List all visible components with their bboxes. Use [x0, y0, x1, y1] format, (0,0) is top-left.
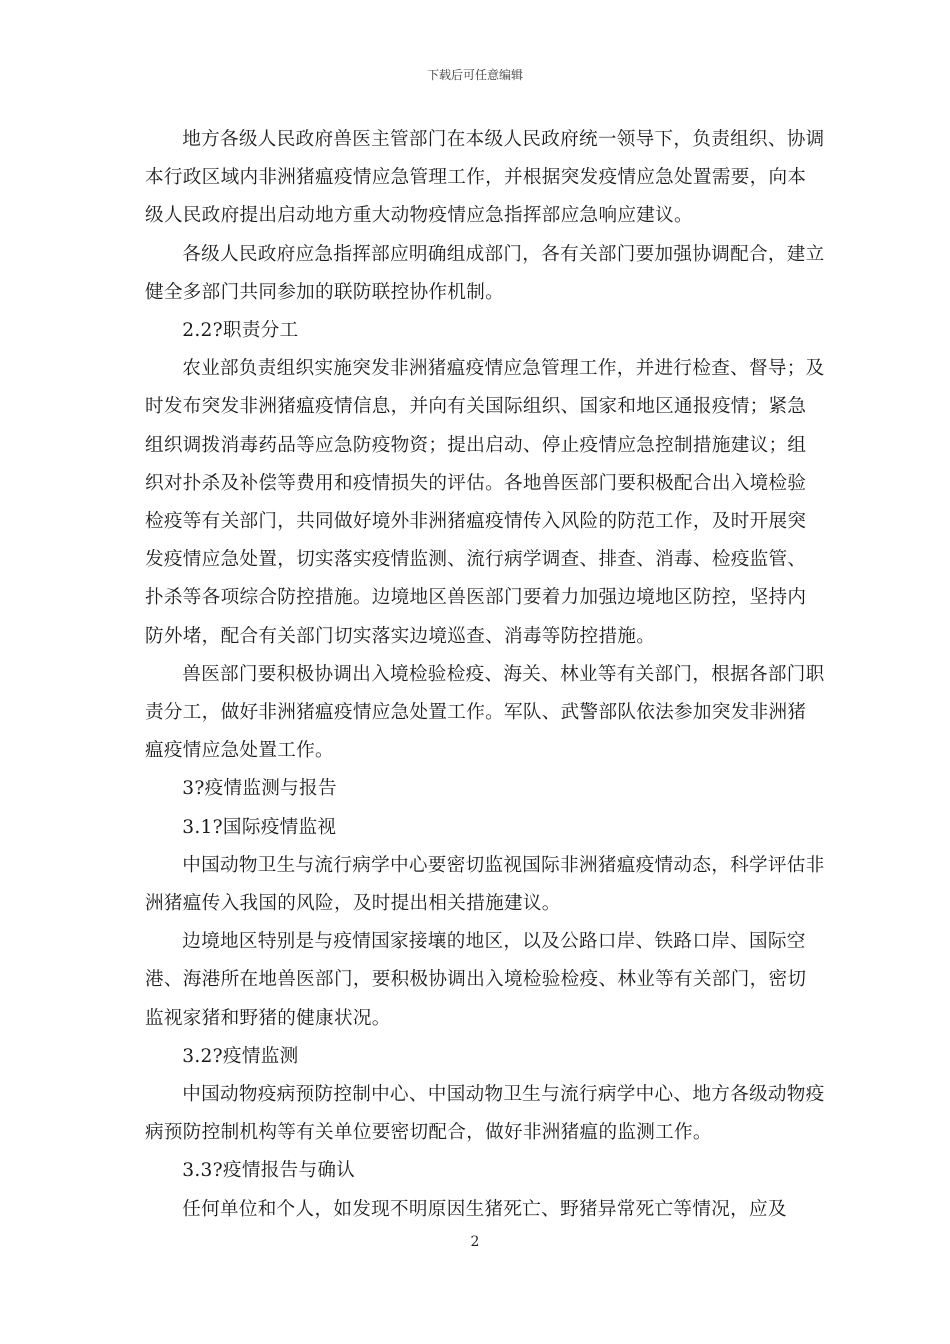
section-heading: 3.2?疫情监测	[182, 1045, 299, 1067]
header-note: 下载后可任意编辑	[426, 68, 523, 82]
paragraph: 中国动物疫病预防控制中心、中国动物卫生与流行病学中心、地方各级动物疫病预防控制机构等有关单位要密切配合，做好非洲猪瘟的监测工作。	[145, 1084, 825, 1144]
paragraph: 任何单位和个人，如发现不明原因生猪死亡、野猪异常死亡等情况，应及	[182, 1198, 787, 1220]
paragraph: 农业部负责组织实施突发非洲猪瘟疫情应急管理工作，并进行检查、督导；及时发布突发非洲猪瘟疫情信息，并向有关国际组织、国家和地区通报疫情；紧急组织调拨消毒药品等应急防疫物资；提出启动、停止疫情应急控制措施建议；组织对扑杀及补偿等费用和疫情损失的评估。各地兽医部门要积极配合出入境检验检疫等有关部门，共同做好境外非洲猪瘟疫情传入风险的防范工作，及时开展突发疫情应急处置，切实落实疫情监测、流行病学调查、排查、消毒、检疫监管、扑杀等各项综合防控措施。边境地区兽医部门要着力加强边境地区防控，坚持内防外堵，配合有关部门切实落实边境巡查、消毒等防控措施。	[145, 358, 825, 647]
section-heading: 2.2?职责分工	[182, 320, 299, 342]
section-heading: 3.3?疫情报告与确认	[182, 1160, 356, 1182]
paragraph: 各级人民政府应急指挥部应明确组成部门，各有关部门要加强协调配合，建立健全多部门共同参加的联防联控协作机制。	[145, 243, 825, 303]
page-number: 2	[470, 1234, 480, 1250]
section-heading: 3?疫情监测与报告	[182, 778, 337, 800]
document-body	[145, 121, 825, 1229]
section-heading: 3.1?国际疫情监视	[182, 816, 337, 838]
paragraph: 边境地区特别是与疫情国家接壤的地区，以及公路口岸、铁路口岸、国际空港、海港所在地兽医部门，要积极协调出入境检验检疫、林业等有关部门，密切监视家猪和野猪的健康状况。	[145, 931, 807, 1029]
paragraph: 地方各级人民政府兽医主管部门在本级人民政府统一领导下，负责组织、协调本行政区域内非洲猪瘟疫情应急管理工作，并根据突发疫情应急处置需要，向本级人民政府提出启动地方重大动物疫情应急指挥部应急响应建议。	[145, 129, 825, 227]
paragraph: 中国动物卫生与流行病学中心要密切监视国际非洲猪瘟疫情动态，科学评估非洲猪瘟传入我国的风险，及时提出相关措施建议。	[145, 854, 825, 915]
paragraph: 兽医部门要积极协调出入境检验检疫、海关、林业等有关部门，根据各部门职责分工，做好非洲猪瘟疫情应急处置工作。军队、武警部队依法参加突发非洲猪瘟疫情应急处置工作。	[145, 663, 825, 762]
